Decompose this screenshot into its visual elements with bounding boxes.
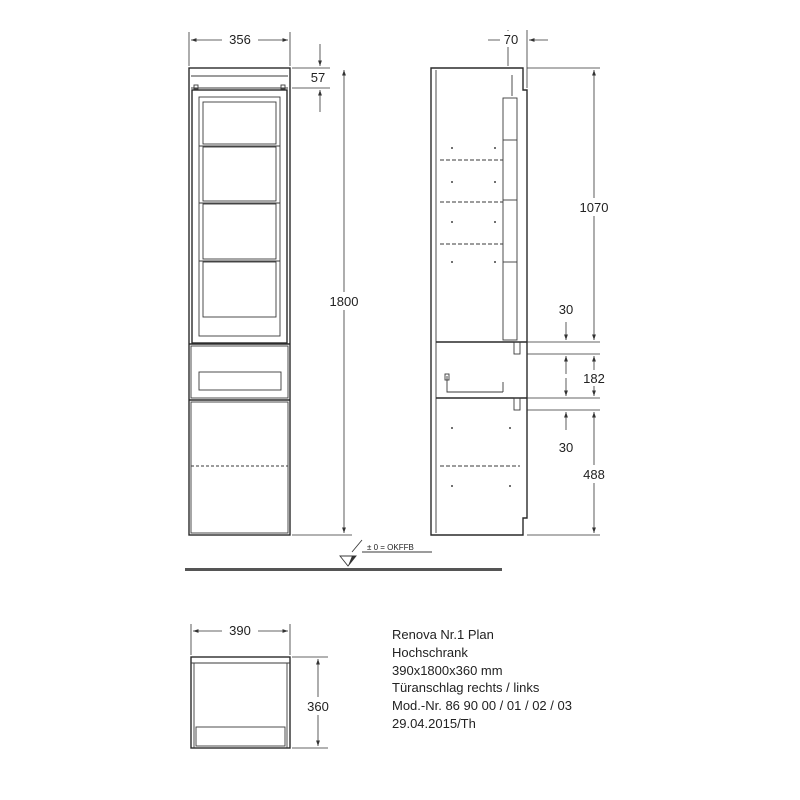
plan-view — [191, 657, 290, 748]
dim-front-width: 356 — [229, 32, 251, 47]
caption-date: 29.04.2015/Th — [392, 715, 476, 731]
drawer-handle — [199, 372, 281, 390]
floor-label: ± 0 = OKFFB — [367, 543, 414, 552]
front-view — [189, 68, 290, 535]
upper-door-profile — [503, 98, 517, 340]
caption-model-number: Mod.-Nr. 86 90 00 / 01 / 02 / 03 — [392, 698, 572, 714]
glass-shelves — [199, 102, 280, 317]
caption-product-type: Hochschrank — [392, 644, 468, 660]
front-cabinet-outline — [189, 68, 290, 535]
shelf-pins — [451, 147, 511, 487]
drawer-side-profile — [447, 376, 503, 392]
dim-drawer-height: 182 — [583, 371, 605, 386]
drawer-rail-top — [514, 342, 520, 354]
caption-dimensions: 390x1800x360 mm — [392, 662, 503, 678]
plan-dimensions — [191, 622, 334, 748]
dim-gap-upper: 30 — [558, 302, 574, 317]
dim-upper-height: 1070 — [579, 200, 609, 215]
floor-reference — [185, 540, 502, 571]
dim-side-depth: 70 — [503, 32, 519, 47]
lower-door — [191, 402, 288, 533]
dim-plan-width: 390 — [229, 623, 251, 638]
plan-outline — [191, 657, 290, 748]
side-cabinet-outline — [431, 68, 527, 535]
floor-line — [185, 568, 502, 571]
dim-gap-lower: 30 — [558, 440, 574, 455]
dim-plan-depth: 360 — [307, 699, 329, 714]
plan-door — [196, 727, 285, 746]
dim-top-offset: 57 — [310, 70, 326, 85]
dim-lower-height: 488 — [583, 467, 605, 482]
caption-product-name: Renova Nr.1 Plan — [392, 627, 494, 642]
dim-total-height: 1800 — [329, 294, 359, 309]
front-dimensions — [189, 31, 360, 535]
glass-door — [192, 90, 287, 343]
side-shelves — [440, 160, 520, 466]
drawer-rail-bottom — [514, 398, 520, 410]
caption-door-hinge: Türanschlag rechts / links — [392, 680, 540, 696]
side-view — [431, 68, 527, 535]
glass-pane — [199, 97, 280, 336]
product-caption — [392, 626, 572, 733]
side-dimensions — [488, 30, 613, 535]
